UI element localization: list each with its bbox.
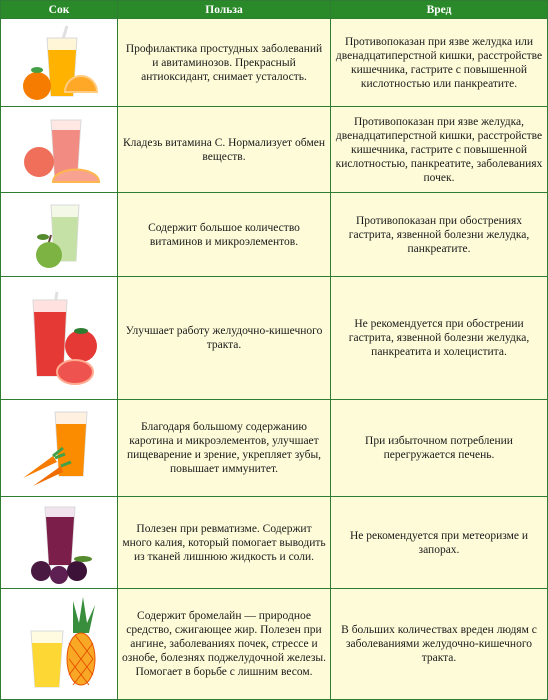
orange-juice-icon <box>17 22 101 104</box>
juice-image-cell <box>1 107 118 193</box>
pineapple-juice-icon <box>17 593 101 695</box>
benefit-cell: Содержит бромелайн — природное средство, сжигающее жир. Полезен при ангине, заболеваниях почек, стрессе и ознобе, болезнях поджелудочной железы. Помогает в борьбе с лишним весом. <box>118 589 331 700</box>
juice-image-cell <box>1 193 118 277</box>
juice-image-cell <box>1 589 118 700</box>
benefit-cell: Полезен при ревматизме. Содержит много калия, который помогает выводить из тканей лишнюю жидкость и соли. <box>118 497 331 589</box>
carrot-juice-icon <box>19 406 99 490</box>
harm-cell: Не рекомендуется при метеоризме и запорах. <box>331 497 548 589</box>
juice-image-cell <box>1 497 118 589</box>
harm-cell: Не рекомендуется при обострении гастрита, язвенной болезни желудка, панкреатита и холецистита. <box>331 277 548 400</box>
grapefruit-juice-icon <box>17 110 101 190</box>
table-row <box>1 107 548 193</box>
plum-juice-icon <box>21 501 97 585</box>
header-harm: Вред <box>331 1 548 19</box>
benefit-cell: Благодаря большому содержанию каротина и микроэлементов, улучшает пищеварение и зрение, укрепляет зубы, повышает иммунитет. <box>118 400 331 497</box>
benefit-cell: Содержит большое количество витаминов и микроэлементов. <box>118 193 331 277</box>
table-row <box>1 277 548 400</box>
benefit-cell: Профилактика простудных заболеваний и авитаминозов. Прекрасный антиоксидант, снимает усталость. <box>118 19 331 107</box>
table-row <box>1 193 548 277</box>
apple-juice-icon <box>29 197 89 273</box>
tomato-juice-icon <box>13 288 105 388</box>
harm-cell: Противопоказан при язве желудка, двенадцатиперстной кишки, расстройстве кишечника, гастрите с повышенной кислотностью, панкреатите, заболеваниях почек. <box>331 107 548 193</box>
benefit-cell: Кладезь витамина С. Нормализует обмен веществ. <box>118 107 331 193</box>
juice-image-cell <box>1 19 118 107</box>
header-benefit: Польза <box>118 1 331 19</box>
juice-image-cell <box>1 400 118 497</box>
benefit-cell: Улучшает работу желудочно-кишечного тракта. <box>118 277 331 400</box>
harm-cell: Противопоказан при обострениях гастрита, язвенной болезни желудка, панкреатите. <box>331 193 548 277</box>
table-header-row <box>1 1 548 19</box>
header-juice: Сок <box>1 1 118 19</box>
table-row <box>1 400 548 497</box>
harm-cell: В больших количествах вреден людям с заболеваниями желудочно-кишечного тракта. <box>331 589 548 700</box>
table-row <box>1 497 548 589</box>
table-row <box>1 19 548 107</box>
juice-image-cell <box>1 277 118 400</box>
harm-cell: При избыточном потреблении перегружается печень. <box>331 400 548 497</box>
table-row <box>1 589 548 700</box>
harm-cell: Противопоказан при язве желудка или двенадцатиперстной кишки, расстройстве кишечника, гастрите с повышенной кислотностью или панкреатите. <box>331 19 548 107</box>
